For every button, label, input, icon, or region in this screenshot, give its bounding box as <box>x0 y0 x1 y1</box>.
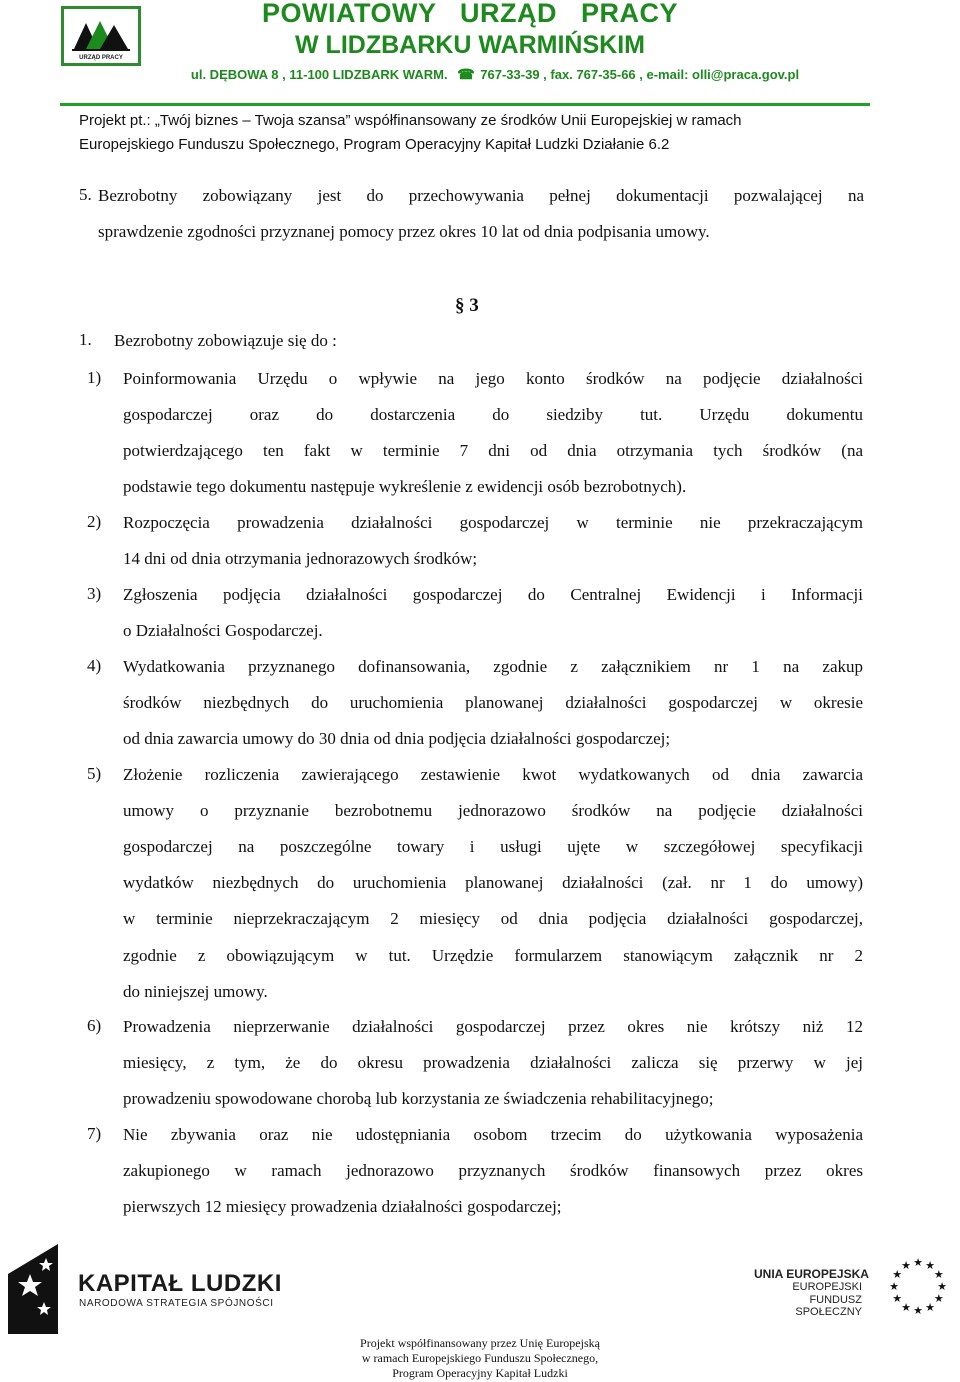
obligation-text-line: w terminie nieprzekraczającym 2 miesięcy od dnia podjęcia działalności gospodarczej, <box>123 909 863 928</box>
obligation-text-line: umowy o przyznanie bezrobotnemu jednorazowo środków na podjęcie działalności <box>123 801 863 820</box>
eu-star-icon: ★ <box>913 1257 923 1269</box>
point-5-number: 5. <box>79 185 92 204</box>
obligation-text-line: do niniejszej umowy. <box>123 982 268 1001</box>
office-contact <box>145 66 845 83</box>
footer-note-line2: w ramach Europejskiego Funduszu Społecznego, <box>361 1351 599 1365</box>
footer-note-line1: Projekt współfinansowany przez Unię Europejską <box>360 1336 600 1350</box>
obligation-text-line: miesięcy, z tym, że do okresu prowadzenia działalności zalicza się przerwy w jej <box>123 1053 863 1072</box>
eu-star-icon: ★ <box>892 1269 903 1281</box>
obligation-text-line: Złożenie rozliczenia zawierającego zestawienie kwot wydatkowanych od dnia zawarcia <box>123 765 863 784</box>
obligation-number: 6) <box>87 1016 102 1035</box>
eu-star-icon: ★ <box>937 1281 947 1293</box>
obligation-number: 3) <box>87 584 102 603</box>
eu-star-icon: ★ <box>933 1293 944 1305</box>
obligation-text-line: Nie zbywania oraz nie udostępniania osobom trzecim do użytkowania wyposażenia <box>123 1125 863 1144</box>
obligation-number: 5) <box>87 764 102 783</box>
point-5-line-2: sprawdzenie zgodności przyznanej pomocy przez okres 10 lat od dnia podpisania umowy. <box>98 222 710 241</box>
phone-icon: ☎ <box>457 66 475 82</box>
obligation-text-line: zakupionego w ramach jednorazowo przyznanych środków finansowych przez okres <box>123 1161 863 1180</box>
obligation-text-line: o Działalności Gospodarczej. <box>123 621 323 640</box>
project-line-1: Projekt pt.: „Twój biznes – Twoja szansa” współfinansowany ze środków Unii Europejskiej w ramach <box>79 112 742 129</box>
eu-label-line2: EUROPEJSKI <box>792 1281 862 1293</box>
eu-star-icon: ★ <box>925 1301 935 1314</box>
obligation-text-line: zgodnie z obowiązującym w tut. Urzędzie formularzem stanowiącym załącznik nr 2 <box>123 946 863 965</box>
urzad-pracy-logo <box>61 6 141 66</box>
eu-star-icon: ★ <box>925 1260 935 1273</box>
obligation-text-line: pierwszych 12 miesięcy prowadzenia działalności gospodarczej; <box>123 1197 562 1216</box>
obligation-number: 4) <box>87 656 102 675</box>
office-title-line2: W LIDZBARKU WARMIŃSKIM <box>295 31 645 59</box>
eu-star-icon: ★ <box>892 1293 903 1305</box>
obligation-text-line: gospodarczej oraz do dostarczenia do siedziby tut. Urzędu dokumentu <box>123 405 863 424</box>
eu-star-icon: ★ <box>913 1305 923 1317</box>
footer-note-line3: Program Operacyjny Kapitał Ludzki <box>392 1366 568 1380</box>
obligation-text-line: prowadzeniu spowodowane chorobą lub korzystania ze świadczenia rehabilitacyjnego; <box>123 1089 714 1108</box>
obligation-text-line: 14 dni od dnia otrzymania jednorazowych środków; <box>123 549 478 568</box>
eu-flag-icon <box>880 1250 956 1326</box>
obligation-number: 7) <box>87 1124 102 1143</box>
obligation-text-line: potwierdzającego ten fakt w terminie 7 dni od dnia otrzymania tych środków (na <box>123 441 863 460</box>
eu-star-icon: ★ <box>901 1260 911 1273</box>
obligation-text-line: podstawie tego dokumentu następuje wykreślenie z ewidencji osób bezrobotnych). <box>123 477 687 496</box>
kapital-ludzki-logo <box>8 1244 68 1334</box>
section-heading: § 3 <box>455 295 479 316</box>
eu-star-icon: ★ <box>933 1269 944 1281</box>
obligation-text-line: gospodarczej na poszczególne towary i usługi ujęte w szczegółowej specyfikacji <box>123 837 863 856</box>
kapital-ludzki-title: KAPITAŁ LUDZKI <box>78 1270 282 1297</box>
project-line-2: Europejskiego Funduszu Społecznego, Program Operacyjny Kapitał Ludzki Działanie 6.2 <box>79 136 670 153</box>
obligation-text-line: środków niezbędnych do uruchomienia planowanej działalności gospodarczej w okresie <box>123 693 863 712</box>
intro-number: 1. <box>79 330 92 349</box>
obligation-text-line: Poinformowania Urzędu o wpływie na jego konto środków na podjęcie działalności <box>123 369 863 388</box>
logo-text: URZĄD PRACY <box>79 55 123 61</box>
header-divider <box>60 103 870 106</box>
obligation-number: 2) <box>87 512 102 531</box>
obligation-number: 1) <box>87 368 102 387</box>
eu-label-line3: FUNDUSZ SPOŁECZNY <box>795 1294 862 1318</box>
obligation-text-line: Wydatkowania przyznanego dofinansowania, zgodnie z załącznikiem nr 1 na zakup <box>123 657 863 676</box>
kapital-ludzki-subtitle: NARODOWA STRATEGIA SPÓJNOŚCI <box>79 1298 274 1309</box>
eu-star-icon: ★ <box>889 1281 899 1293</box>
obligation-text-line: Rozpoczęcia prowadzenia działalności gospodarczej w terminie nie przekraczającym <box>123 513 863 532</box>
eu-star-icon: ★ <box>901 1301 911 1314</box>
office-phone-fax-email: 767-33-39 , fax. 767-35-66 , e-mail: olli@praca.gov.pl <box>480 67 800 82</box>
point-5-line-1: Bezrobotny zobowiązany jest do przechowywania pełnej dokumentacji pozwalającej na <box>98 186 864 205</box>
obligation-text-line: wydatków niezbędnych do uruchomienia planowanej działalności (zał. nr 1 do umowy) <box>123 873 863 892</box>
eu-label-line1: UNIA EUROPEJSKA <box>754 1267 869 1281</box>
office-address: ul. DĘBOWA 8 , 11-100 LIDZBARK WARM. <box>190 67 448 82</box>
intro-text: Bezrobotny zobowiązuje się do : <box>114 331 337 350</box>
office-title-line1: POWIATOWY URZĄD PRACY <box>261 0 678 28</box>
obligation-text-line: Zgłoszenia podjęcia działalności gospodarczej do Centralnej Ewidencji i Informacji <box>123 585 863 604</box>
obligation-text-line: od dnia zawarcia umowy do 30 dnia od dnia podjęcia działalności gospodarczej; <box>123 729 671 748</box>
obligation-text-line: Prowadzenia nieprzerwanie działalności gospodarczej przez okres nie krótszy niż 12 <box>123 1017 863 1036</box>
